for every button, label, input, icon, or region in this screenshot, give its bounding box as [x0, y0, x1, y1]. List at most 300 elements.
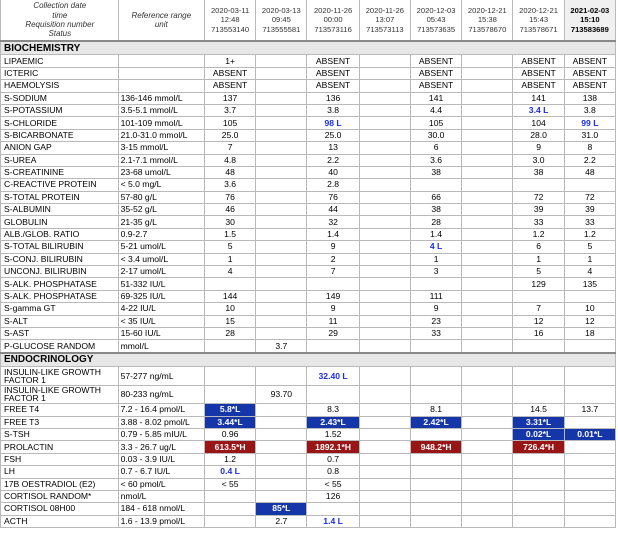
result-cell [410, 515, 461, 527]
test-name: S-ALK. PHOSPHATASE [1, 290, 119, 302]
table-row [1, 441, 616, 453]
result-cell[interactable]: 25.0 [307, 129, 359, 141]
table-row [1, 104, 616, 116]
result-cell [462, 490, 513, 502]
result-cell[interactable]: ABSENT [564, 80, 615, 92]
result-cell[interactable]: 3.6 [204, 179, 255, 191]
column-header[interactable] [410, 0, 461, 41]
result-cell[interactable]: 7 [204, 142, 255, 154]
result-cell[interactable]: ABSENT [410, 80, 461, 92]
result-cell[interactable]: 40 [307, 166, 359, 178]
test-name: ANION GAP [1, 142, 119, 154]
result-cell [462, 515, 513, 527]
result-cell[interactable]: 9 [307, 303, 359, 315]
result-cell [359, 191, 410, 203]
result-cell [462, 266, 513, 278]
result-cell [359, 241, 410, 253]
result-cell [359, 290, 410, 302]
table-row [1, 253, 616, 265]
result-cell[interactable]: 44 [307, 204, 359, 216]
result-cell[interactable]: 28 [410, 216, 461, 228]
result-cell [359, 315, 410, 327]
result-cell[interactable]: 3.7 [204, 104, 255, 116]
test-name: CORTISOL 08H00 [1, 503, 119, 515]
result-cell[interactable]: 9 [410, 303, 461, 315]
column-header[interactable] [462, 0, 513, 41]
header-label-line: time [52, 10, 68, 20]
result-cell [410, 490, 461, 502]
result-cell[interactable]: ABSENT [204, 67, 255, 79]
result-cell [513, 367, 564, 386]
result-cell [462, 92, 513, 104]
result-cell [462, 67, 513, 79]
result-cell[interactable]: 111 [410, 290, 461, 302]
result-cell[interactable]: 3.7 [256, 340, 307, 353]
result-cell[interactable]: 14.5 [513, 404, 564, 416]
result-cell[interactable]: 6 [513, 241, 564, 253]
result-cell [359, 303, 410, 315]
reference-range: 4-22 IU/L [118, 303, 204, 315]
reference-range: 3.5-5.1 mmol/L [118, 104, 204, 116]
reference-range: < 3.4 umol/L [118, 253, 204, 265]
flagged-result-cell[interactable]: 4 L [410, 241, 461, 253]
column-header-time: 15:10 [580, 15, 600, 25]
flagged-result-cell[interactable]: 726.4*H [513, 441, 564, 453]
result-cell [359, 67, 410, 79]
flagged-result-cell[interactable]: 99 L [564, 117, 615, 129]
reference-range: 2-17 umol/L [118, 266, 204, 278]
table-row [1, 154, 616, 166]
result-cell[interactable]: 18 [564, 327, 615, 339]
result-cell[interactable]: 16 [513, 327, 564, 339]
result-cell[interactable]: 105 [410, 117, 461, 129]
result-cell [256, 129, 307, 141]
result-cell [564, 367, 615, 386]
flagged-result-cell[interactable]: 0.01*L [564, 428, 615, 440]
result-cell [359, 154, 410, 166]
result-cell [359, 166, 410, 178]
result-cell [256, 490, 307, 502]
result-cell[interactable]: ABSENT [513, 67, 564, 79]
result-cell[interactable]: 1 [513, 253, 564, 265]
header-label-line: Requisition number [25, 20, 95, 29]
table-row [1, 340, 616, 353]
result-cell [359, 515, 410, 527]
result-cell[interactable]: 13 [307, 142, 359, 154]
test-name: FSH [1, 453, 119, 465]
result-cell[interactable]: ABSENT [410, 55, 461, 67]
result-cell[interactable]: 66 [410, 191, 461, 203]
result-cell [564, 490, 615, 502]
result-cell[interactable]: 33 [410, 327, 461, 339]
result-cell[interactable]: 7 [307, 266, 359, 278]
reference-range: < 35 IU/L [118, 315, 204, 327]
result-cell[interactable]: 48 [564, 166, 615, 178]
result-cell[interactable]: 5 [204, 241, 255, 253]
result-cell [462, 142, 513, 154]
result-cell[interactable]: 3.8 [307, 104, 359, 116]
result-cell [513, 466, 564, 478]
test-name: S-ALT [1, 315, 119, 327]
column-header-req: 713555581 [262, 24, 301, 34]
result-cell [564, 416, 615, 428]
reference-range: 21.0-31.0 mmol/L [118, 129, 204, 141]
column-header-req: 713573113 [366, 24, 404, 34]
result-cell [256, 191, 307, 203]
result-cell [513, 490, 564, 502]
table-row [1, 55, 616, 67]
result-cell[interactable]: 39 [564, 204, 615, 216]
result-cell [256, 315, 307, 327]
result-cell [256, 416, 307, 428]
test-name: S-POTASSIUM [1, 104, 119, 116]
flagged-result-cell[interactable]: 2.43*L [307, 416, 359, 428]
result-cell[interactable]: < 55 [204, 478, 255, 490]
result-cell[interactable]: 129 [513, 278, 564, 290]
result-cell[interactable]: 8 [564, 142, 615, 154]
result-cell[interactable]: ABSENT [307, 55, 359, 67]
table-row [1, 80, 616, 92]
result-cell[interactable]: 136 [307, 92, 359, 104]
result-cell[interactable]: 3.8 [564, 104, 615, 116]
column-header[interactable] [256, 0, 307, 41]
result-cell [462, 340, 513, 353]
result-cell[interactable]: 105 [204, 117, 255, 129]
column-header-req: 713578671 [519, 24, 558, 34]
result-cell [513, 179, 564, 191]
result-cell[interactable]: 4 [564, 266, 615, 278]
reference-range: 57-80 g/L [118, 191, 204, 203]
result-cell[interactable]: 46 [204, 204, 255, 216]
result-cell[interactable]: 31.0 [564, 129, 615, 141]
test-name: INSULIN-LIKE GROWTH FACTOR 1 [1, 367, 119, 386]
result-cell[interactable]: 2.7 [256, 515, 307, 527]
result-cell[interactable]: 30.0 [410, 129, 461, 141]
result-cell[interactable]: 5 [513, 266, 564, 278]
result-cell[interactable]: 23 [410, 315, 461, 327]
result-cell[interactable]: 4 [204, 266, 255, 278]
result-cell [359, 385, 410, 404]
result-cell[interactable]: < 55 [307, 478, 359, 490]
test-name: S-BICARBONATE [1, 129, 119, 141]
table-row [1, 428, 616, 440]
section-title: ENDOCRINOLOGY [1, 353, 616, 367]
result-cell [256, 290, 307, 302]
result-cell [359, 92, 410, 104]
result-cell[interactable]: 30 [204, 216, 255, 228]
flagged-result-cell[interactable]: 0.4 L [204, 466, 255, 478]
flagged-result-cell[interactable]: 85*L [256, 503, 307, 515]
result-cell[interactable]: 8.1 [410, 404, 461, 416]
result-cell[interactable]: ABSENT [307, 67, 359, 79]
result-cell [359, 104, 410, 116]
column-header[interactable] [513, 0, 564, 41]
result-cell[interactable]: 3.0 [513, 154, 564, 166]
result-cell [564, 179, 615, 191]
flagged-result-cell[interactable]: 948.2*H [410, 441, 461, 453]
result-cell[interactable]: 4.8 [204, 154, 255, 166]
result-cell [513, 453, 564, 465]
result-cell [256, 154, 307, 166]
result-cell[interactable]: 1 [410, 253, 461, 265]
result-cell [513, 290, 564, 302]
result-cell [256, 478, 307, 490]
result-cell [462, 104, 513, 116]
result-cell [204, 340, 255, 353]
result-cell[interactable]: ABSENT [513, 80, 564, 92]
section-header [1, 41, 616, 55]
table-row [1, 466, 616, 478]
result-cell[interactable]: 135 [564, 278, 615, 290]
result-cell[interactable]: 3 [410, 266, 461, 278]
table-row [1, 315, 616, 327]
result-cell [256, 204, 307, 216]
result-cell[interactable]: 13.7 [564, 404, 615, 416]
column-header-req: 713573635 [417, 24, 456, 34]
reference-range: 0.7 - 6.7 IU/L [118, 466, 204, 478]
test-name: LIPAEMIC [1, 55, 119, 67]
result-cell[interactable]: 28 [204, 327, 255, 339]
table-row [1, 92, 616, 104]
result-cell[interactable]: 32 [307, 216, 359, 228]
result-cell[interactable]: 1.52 [307, 428, 359, 440]
result-cell[interactable]: ABSENT [410, 67, 461, 79]
result-cell [359, 253, 410, 265]
flagged-result-cell[interactable]: 32.40 L [307, 367, 359, 386]
result-cell[interactable]: 93.70 [256, 385, 307, 404]
result-cell [513, 340, 564, 353]
result-cell[interactable]: 28.0 [513, 129, 564, 141]
result-cell [359, 367, 410, 386]
result-cell [256, 253, 307, 265]
result-cell [462, 228, 513, 240]
result-cell [359, 278, 410, 290]
result-cell [256, 367, 307, 386]
reference-range: 15-60 IU/L [118, 327, 204, 339]
result-cell[interactable]: ABSENT [307, 80, 359, 92]
result-cell[interactable]: 72 [564, 191, 615, 203]
result-cell[interactable]: ABSENT [564, 55, 615, 67]
result-cell[interactable]: 104 [513, 117, 564, 129]
test-name: INSULIN-LIKE GROWTH FACTOR 1 [1, 385, 119, 404]
result-cell [359, 441, 410, 453]
result-cell[interactable]: 4.4 [410, 104, 461, 116]
flagged-result-cell[interactable]: 98 L [307, 117, 359, 129]
result-cell[interactable]: 3.6 [410, 154, 461, 166]
test-name: S-TOTAL BILIRUBIN [1, 241, 119, 253]
result-cell [359, 142, 410, 154]
result-cell[interactable]: 1 [204, 253, 255, 265]
result-cell [410, 453, 461, 465]
header-label-line: Status [48, 29, 72, 39]
result-cell[interactable]: 10 [564, 303, 615, 315]
result-cell[interactable]: 0.96 [204, 428, 255, 440]
result-cell [256, 104, 307, 116]
result-cell[interactable]: 72 [513, 191, 564, 203]
flagged-result-cell[interactable]: 3.4 L [513, 104, 564, 116]
reference-range: 136-146 mmol/L [118, 92, 204, 104]
result-cell[interactable]: 5 [564, 241, 615, 253]
section-header [1, 353, 616, 367]
flagged-result-cell[interactable]: 1.4 L [307, 515, 359, 527]
result-cell[interactable]: 29 [307, 327, 359, 339]
result-cell [462, 129, 513, 141]
table-row [1, 241, 616, 253]
column-header[interactable] [564, 0, 615, 41]
result-cell [564, 515, 615, 527]
result-cell[interactable]: 38 [410, 166, 461, 178]
column-header[interactable] [204, 0, 255, 41]
result-cell[interactable]: 126 [307, 490, 359, 502]
result-cell [256, 92, 307, 104]
result-cell[interactable]: 1.2 [513, 228, 564, 240]
result-cell[interactable]: 1.2 [204, 453, 255, 465]
flagged-result-cell[interactable]: 2.42*L [410, 416, 461, 428]
result-cell [462, 453, 513, 465]
result-cell[interactable]: 2.8 [307, 179, 359, 191]
reference-range: 0.03 - 3.9 IU/L [118, 453, 204, 465]
flagged-result-cell[interactable]: 3.44*L [204, 416, 255, 428]
result-cell [256, 216, 307, 228]
result-cell [564, 466, 615, 478]
table-row [1, 204, 616, 216]
header-row [1, 0, 616, 41]
column-header-time: 05:43 [426, 15, 446, 25]
column-header-date: 2020-12-21 [519, 6, 559, 16]
flagged-result-cell[interactable]: 5.8*L [204, 404, 255, 416]
result-cell [462, 55, 513, 67]
result-cell [462, 503, 513, 515]
result-cell [462, 278, 513, 290]
test-name: 17B OESTRADIOL (E2) [1, 478, 119, 490]
result-cell [462, 385, 513, 404]
result-cell [462, 166, 513, 178]
table-row [1, 303, 616, 315]
reference-range [118, 80, 204, 92]
result-cell[interactable]: 33 [513, 216, 564, 228]
result-cell[interactable]: 7 [513, 303, 564, 315]
result-cell[interactable]: 48 [204, 166, 255, 178]
result-cell [256, 428, 307, 440]
result-cell[interactable]: 2.2 [307, 154, 359, 166]
result-cell [204, 515, 255, 527]
result-cell[interactable]: 1.4 [307, 228, 359, 240]
result-cell[interactable]: 0.8 [307, 466, 359, 478]
table-body [1, 0, 616, 528]
result-cell[interactable]: 9 [513, 142, 564, 154]
result-cell[interactable]: 1.5 [204, 228, 255, 240]
result-cell[interactable]: 33 [564, 216, 615, 228]
flagged-result-cell[interactable]: 3.31*L [513, 416, 564, 428]
test-name: S-TOTAL PROTEIN [1, 191, 119, 203]
flagged-result-cell[interactable]: 1892.1*H [307, 441, 359, 453]
test-name: CORTISOL RANDOM* [1, 490, 119, 502]
result-cell [256, 228, 307, 240]
result-cell[interactable]: 12 [513, 315, 564, 327]
table-row [1, 179, 616, 191]
column-header[interactable] [359, 0, 410, 41]
result-cell[interactable]: 1 [564, 253, 615, 265]
test-name: S-ALBUMIN [1, 204, 119, 216]
table-row [1, 67, 616, 79]
result-cell [359, 404, 410, 416]
result-cell[interactable]: 9 [307, 241, 359, 253]
result-cell [256, 67, 307, 79]
result-cell[interactable]: 8.3 [307, 404, 359, 416]
reference-range: 0.79 - 5.85 mIU/L [118, 428, 204, 440]
result-cell[interactable]: 144 [204, 290, 255, 302]
result-cell [256, 278, 307, 290]
result-cell[interactable]: 1.4 [410, 228, 461, 240]
result-cell [462, 253, 513, 265]
result-cell[interactable]: 2.2 [564, 154, 615, 166]
result-cell [359, 453, 410, 465]
result-cell[interactable]: 138 [564, 92, 615, 104]
result-cell[interactable]: 6 [410, 142, 461, 154]
result-cell[interactable]: 76 [307, 191, 359, 203]
result-cell[interactable]: 38 [410, 204, 461, 216]
result-cell[interactable]: 2 [307, 253, 359, 265]
result-cell [564, 340, 615, 353]
test-name: S-gamma GT [1, 303, 119, 315]
flagged-result-cell[interactable]: 0.02*L [513, 428, 564, 440]
test-name: C-REACTIVE PROTEIN [1, 179, 119, 191]
result-cell [462, 303, 513, 315]
result-cell [513, 503, 564, 515]
result-cell[interactable]: 25.0 [204, 129, 255, 141]
result-cell [564, 441, 615, 453]
result-cell[interactable]: 0.7 [307, 453, 359, 465]
reference-range: 80-233 ng/mL [118, 385, 204, 404]
result-cell [513, 515, 564, 527]
flagged-result-cell[interactable]: 613.5*H [204, 441, 255, 453]
result-cell[interactable]: 76 [204, 191, 255, 203]
result-cell [462, 428, 513, 440]
result-cell[interactable]: 39 [513, 204, 564, 216]
result-cell[interactable]: 1.2 [564, 228, 615, 240]
result-cell[interactable]: ABSENT [564, 67, 615, 79]
result-cell[interactable]: 38 [513, 166, 564, 178]
test-name: FREE T3 [1, 416, 119, 428]
test-name: ICTERIC [1, 67, 119, 79]
result-cell [204, 503, 255, 515]
result-cell[interactable]: 1+ [204, 55, 255, 67]
column-header[interactable] [307, 0, 359, 41]
result-cell[interactable]: ABSENT [204, 80, 255, 92]
result-cell[interactable]: ABSENT [513, 55, 564, 67]
result-cell [462, 327, 513, 339]
result-cell[interactable]: 11 [307, 315, 359, 327]
reference-range: 3.3 - 26.7 ug/L [118, 441, 204, 453]
result-cell[interactable]: 141 [513, 92, 564, 104]
result-cell[interactable]: 149 [307, 290, 359, 302]
result-cell[interactable]: 12 [564, 315, 615, 327]
result-cell[interactable]: 137 [204, 92, 255, 104]
result-cell[interactable]: 15 [204, 315, 255, 327]
result-cell [359, 129, 410, 141]
result-cell [359, 327, 410, 339]
result-cell[interactable]: 141 [410, 92, 461, 104]
test-name: S-CONJ. BILIRUBIN [1, 253, 119, 265]
header-ref-cell [118, 0, 204, 41]
column-header-time: 15:43 [529, 15, 549, 25]
result-cell [307, 278, 359, 290]
test-name: GLOBULIN [1, 216, 119, 228]
test-name: FREE T4 [1, 404, 119, 416]
column-header-time: 12:48 [220, 15, 240, 25]
result-cell[interactable]: 10 [204, 303, 255, 315]
result-cell [359, 55, 410, 67]
